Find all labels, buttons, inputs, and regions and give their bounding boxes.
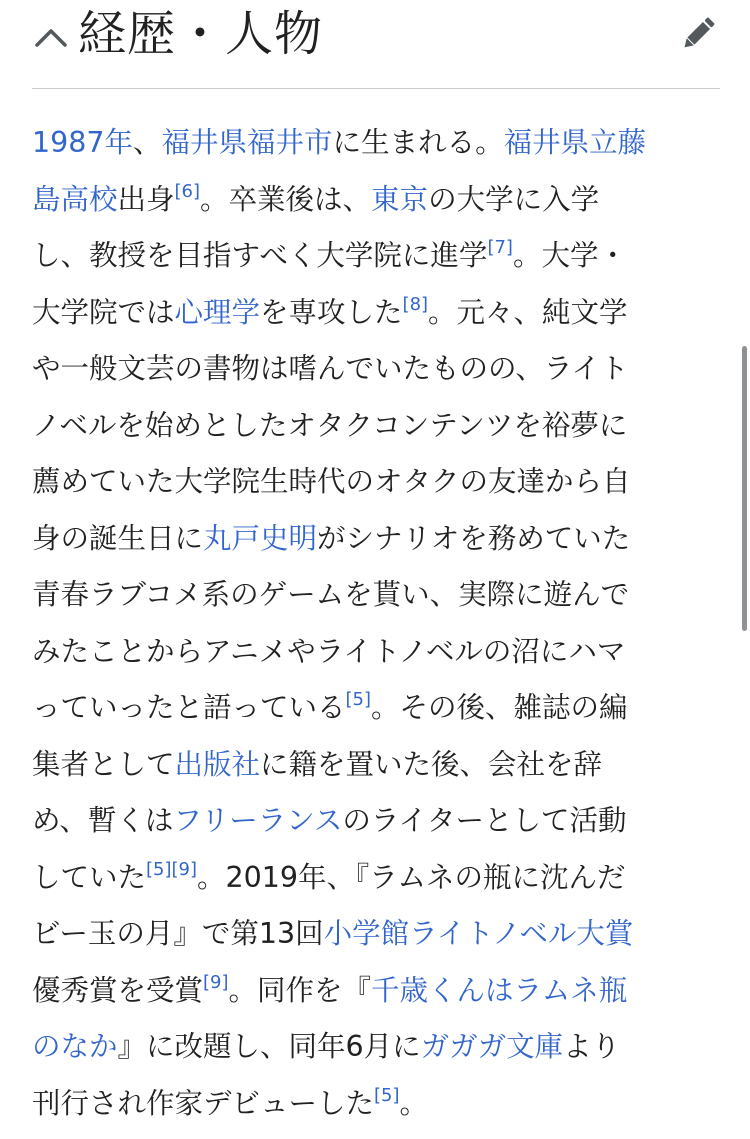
text-segment: ビー玉の月』で第13回: [32, 917, 324, 950]
text-line: [32, 341, 722, 398]
reference-5[interactable]: [5]: [146, 858, 172, 880]
link-fujishima-high-school[interactable]: 島高校: [32, 182, 118, 216]
link-psychology[interactable]: 心理学: [174, 295, 261, 329]
text-line: [32, 680, 722, 737]
text-segment: ノベルを始めとしたオタクコンテンツを裕夢に: [32, 408, 628, 442]
text-segment: 。元々、純文学: [428, 295, 628, 329]
reference-5[interactable]: [5]: [374, 1084, 400, 1106]
text-segment: め、暫くは: [32, 804, 174, 837]
article-body: [32, 115, 722, 1132]
text-segment: みたことからアニメやライトノベルの沼にハマ: [32, 634, 626, 668]
link-fukui-city[interactable]: 福井県福井市: [161, 126, 333, 159]
text-line: [32, 624, 722, 681]
reference-5[interactable]: [5]: [345, 689, 372, 710]
reference-6[interactable]: [6]: [174, 180, 201, 202]
pencil-icon[interactable]: [676, 12, 720, 56]
text-segment: 青春ラブコメ系のゲームを貰い、実際に遊んで: [32, 578, 630, 611]
text-segment: 優秀賞を受賞: [32, 973, 204, 1007]
text-segment: 薦めていた大学院生時代のオタクの友達から自: [32, 465, 631, 498]
text-segment: に籍を置いた後、会社を辞: [260, 747, 603, 781]
text-segment: を専攻した: [260, 295, 403, 329]
text-line: [32, 228, 722, 285]
text-line: [32, 567, 722, 624]
section-title: 経歴・人物: [78, 6, 324, 62]
link-publisher[interactable]: 出版社: [174, 747, 261, 781]
text-segment: や一般文芸の書物は嗜んでいたものの、ライト: [32, 352, 629, 385]
text-line: [32, 454, 722, 511]
text-segment: の大学に入学: [428, 182, 600, 216]
text-segment: 集者として: [32, 747, 175, 781]
link-shogakukan-light-novel-award[interactable]: 小学館ライトノベル大賞: [323, 917, 634, 950]
text-segment: のライターとして活動: [342, 804, 627, 837]
text-segment: より: [563, 1030, 621, 1063]
link-1987[interactable]: 1987年: [32, 126, 134, 159]
section-header[interactable]: [32, 0, 720, 89]
text-segment: がシナリオを務めていた: [317, 521, 631, 555]
text-line: [32, 1076, 722, 1133]
link-tokyo[interactable]: 東京: [371, 182, 429, 216]
text-segment: に生まれる。: [332, 126, 504, 159]
link-chitose-kun[interactable]: のなか: [32, 1030, 118, 1063]
text-segment: っていったと語っている: [32, 691, 346, 724]
link-gagaga-bunko[interactable]: ガガガ文庫: [420, 1030, 564, 1063]
text-segment: 身の誕生日に: [32, 521, 204, 555]
reference-9[interactable]: [9]: [171, 858, 198, 880]
text-segment: 刊行され作家デビューした: [32, 1086, 375, 1120]
text-line: [32, 511, 722, 568]
link-freelance[interactable]: フリーランス: [173, 804, 343, 837]
text-segment: 。その後、雑誌の編: [371, 691, 628, 724]
text-line: [32, 737, 722, 794]
text-segment: していた: [32, 860, 147, 894]
text-segment: 。同作を『: [228, 973, 372, 1007]
link-maruto-fumiaki[interactable]: 丸戸史明: [203, 521, 318, 555]
link-fujishima-high-school[interactable]: 福井県立藤: [503, 126, 647, 159]
text-segment: 大学院では: [32, 295, 175, 329]
text-line: [32, 850, 722, 907]
text-segment: 。2019年、『ラムネの瓶に沈んだ: [197, 860, 626, 894]
link-chitose-kun[interactable]: 千歳くんはラムネ瓶: [371, 973, 628, 1007]
reference-9[interactable]: [9]: [203, 971, 229, 993]
text-segment: 。大学・: [512, 239, 627, 272]
text-line: [32, 793, 722, 850]
text-segment: 』に改題し、同年6月に: [117, 1030, 421, 1063]
scrollbar[interactable]: [742, 346, 747, 631]
text-line: [32, 285, 722, 342]
text-segment: 出身: [117, 182, 175, 216]
text-line: [32, 1019, 722, 1076]
text-segment: 、: [133, 126, 162, 159]
text-segment: 。卒業後は、: [200, 182, 372, 216]
text-line: [32, 115, 722, 172]
text-segment: 。: [399, 1086, 429, 1120]
text-line: [32, 172, 722, 229]
reference-8[interactable]: [8]: [402, 293, 429, 315]
text-line: [32, 398, 722, 455]
text-line: [32, 963, 722, 1020]
text-segment: し、教授を目指すべく大学院に進学: [32, 239, 488, 272]
text-line: [32, 906, 722, 963]
chevron-up-icon[interactable]: [32, 18, 70, 56]
reference-7[interactable]: [7]: [487, 237, 513, 258]
